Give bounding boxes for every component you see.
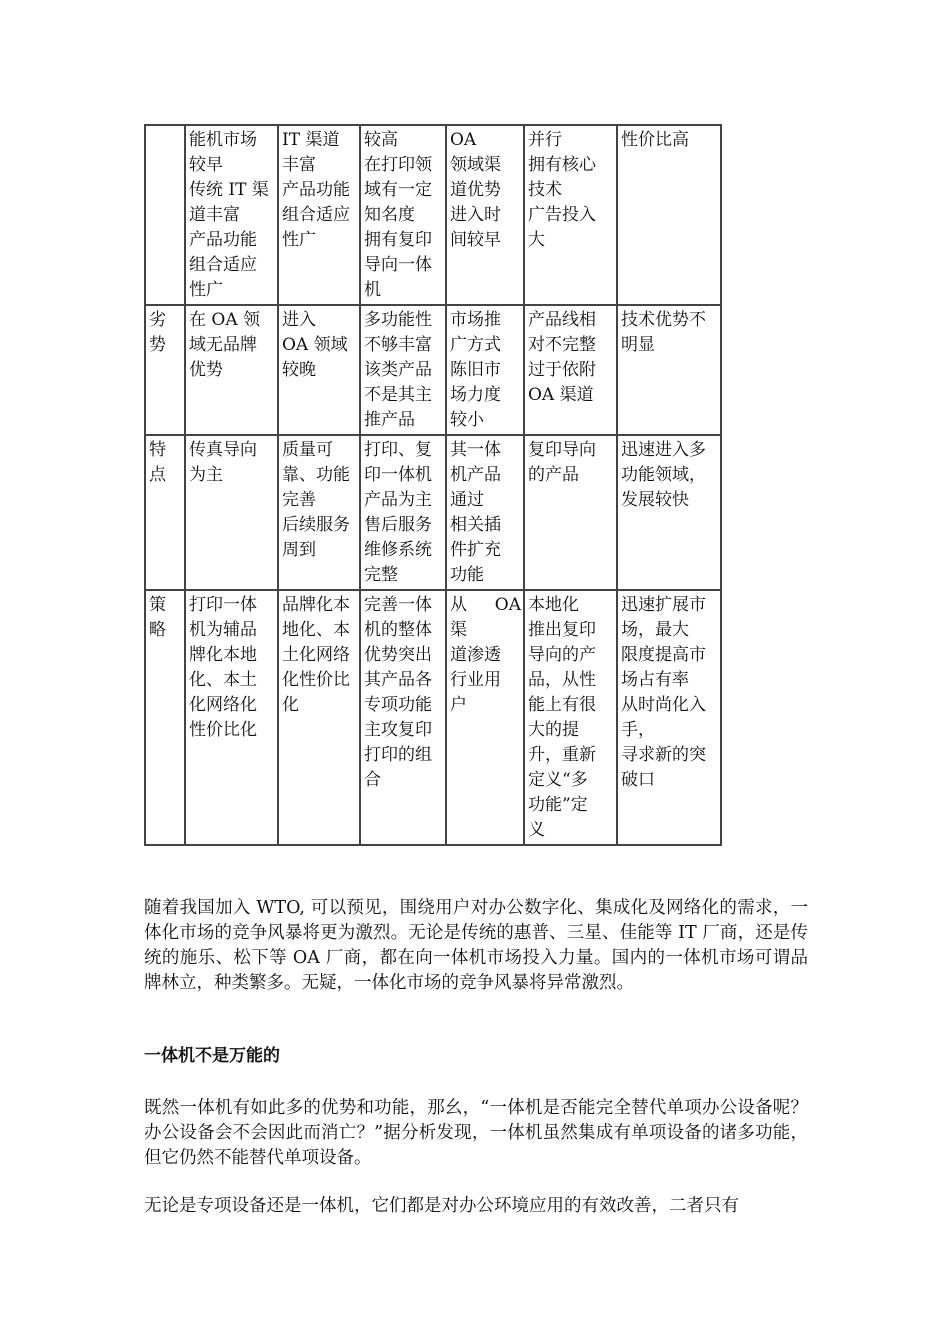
cell-line: 领域渠 [450,155,501,175]
cell-line: 能上有很 [528,695,596,715]
cell-line: 在打印领 [364,155,432,175]
cell-line: 升，重新 [528,745,596,765]
table-cell [185,435,278,590]
cell-line: 较小 [450,410,484,430]
cell-line: 化 [282,695,299,715]
table-cell [278,125,360,305]
cell-line: 道优势 [450,180,501,200]
table-cell [278,590,360,845]
cell-line: 户 [450,695,467,715]
cell-line: 从 OA 渠 [450,595,527,640]
cell-line: 传统 IT 渠 [189,180,269,200]
cell-line: 组合适应 [189,255,257,275]
cell-line: 周到 [282,540,316,560]
cell-line: 间较早 [450,230,501,250]
cell-line: 通过 [450,490,484,510]
cell-line: 限度提高市 [621,645,706,665]
body-paragraph-not-replace: 既然一体机有如此多的优势和功能，那幺，“一体机是否能完全替代单项办公设备呢？办公设备会不会因此而消亡？”据分析发现，一体机虽然集成有单项设备的诸多功能，但它仍然不能替代单项设备。 [144,1098,808,1168]
cell-line: 性价比高 [621,130,689,150]
cell-line: 传真导向 [189,440,257,460]
cell-line: 进入 [282,310,316,330]
cell-line: 场占有率 [621,670,689,690]
table-cell [360,435,446,590]
cell-line: 其产品各 [364,670,432,690]
cell-line: 导向的产 [528,645,596,665]
cell-line: 化、本土 [189,670,257,690]
cell-line: 主攻复印 [364,720,432,740]
cell-line: OA 渠道 [528,385,594,405]
cell-line: 相关插 [450,515,501,535]
cell-line: 广告投入 [528,205,596,225]
cell-line: 打印一体 [189,595,257,615]
cell-line: 其一体 [450,440,501,460]
cell-line: 较早 [189,155,223,175]
section-heading: 一体机不是万能的 [144,1046,280,1066]
table-cell [360,125,446,305]
cell-line: 多功能性 [364,310,432,330]
cell-line: 破口 [621,770,655,790]
cell-line: 印一体机 [364,465,432,485]
cell-line: 复印导向 [528,440,596,460]
cell-line: 寻求新的突 [621,745,706,765]
table-cell [617,435,721,590]
cell-line: 功能 [450,565,484,585]
cell-line: 机产品 [450,465,501,485]
cell-line: 导向一体 [364,255,432,275]
cell-line: 产品功能 [189,230,257,250]
cell-line: 域无品牌 [189,335,257,355]
table-cell [524,435,617,590]
cell-line: 维修系统 [364,540,432,560]
table-cell [524,125,617,305]
cell-line: 大的提 [528,720,579,740]
table-cell [446,305,524,435]
row-label-cell [145,125,185,305]
table-cell [446,125,524,305]
cell-line: 技术 [528,180,562,200]
cell-line: 知名度 [364,205,415,225]
table-cell [617,590,721,845]
cell-line: 道丰富 [189,205,240,225]
cell-line: 后续服务 [282,515,350,535]
cell-line: 完整 [364,565,398,585]
table-cell [446,590,527,845]
body-paragraph-special-devices: 无论是专项设备还是一体机，它们都是对办公环境应用的有效改善，二者只有 [144,1196,739,1216]
cell-line: 推产品 [364,410,415,430]
cell-line: 件扩充 [450,540,501,560]
cell-line: 推出复印 [528,620,596,640]
cell-line: 并行 [528,130,562,150]
cell-line: 较晚 [282,360,316,380]
cell-line: 产品线相 [528,310,596,330]
cell-line: 质量可 [282,440,333,460]
cell-line: 迅速进入多 [621,440,706,460]
cell-line: 拥有核心 [528,155,596,175]
table-row [145,125,721,305]
cell-line: OA [450,130,477,150]
cell-line: 功能领域， [621,465,706,485]
table-cell [360,590,446,845]
cell-line: 性价比化 [189,720,257,740]
cell-line: 迅速扩展市 [621,595,706,615]
table-cell [446,435,524,590]
cell-line: 过于依附 [528,360,596,380]
cell-line: 机为辅品 [189,620,257,640]
cell-line: 场力度 [450,385,501,405]
cell-line: 牌化本地 [189,645,257,665]
cell-line: 本地化 [528,595,579,615]
cell-line: IT 渠道 [282,130,340,150]
table-cell [185,305,278,435]
table-cell [185,125,278,305]
row-label: 特点 [149,440,166,485]
row-label: 策略 [149,595,166,640]
cell-line: 进入时 [450,205,501,225]
table-cell [524,305,617,435]
cell-line: 组合适应 [282,205,350,225]
cell-line: 技术优势不 [621,310,706,330]
cell-line: 功能”定 [528,795,588,815]
cell-line: 地化、本 [282,620,350,640]
comparison-table [144,124,722,846]
cell-line: 域有一定 [364,180,432,200]
table-cell [360,305,446,435]
cell-line: 发展较快 [621,490,689,510]
cell-line: 不是其主 [364,385,432,405]
cell-line: 大 [528,230,545,250]
cell-line: 优势 [189,360,223,380]
cell-line: 性广 [282,230,316,250]
cell-line: 丰富 [282,155,316,175]
cell-line: 不够丰富 [364,335,432,355]
cell-line: 产品功能 [282,180,350,200]
cell-line: 的产品 [528,465,579,485]
table-row [145,305,721,435]
cell-line: 性广 [189,280,223,300]
cell-line: 靠、功能 [282,465,350,485]
cell-line: 完善 [282,490,316,510]
table-cell [524,590,617,845]
table-row [145,590,721,845]
cell-line: 打印的组 [364,745,432,765]
cell-line: 道渗透 [450,645,501,665]
row-label-cell [145,305,185,435]
cell-line: 机 [364,280,381,300]
cell-line: 行业用 [450,670,501,690]
cell-line: 陈旧市 [450,360,501,380]
table-cell [278,305,360,435]
cell-line: 机的整体 [364,620,432,640]
table-cell [617,125,721,305]
cell-line: 较高 [364,130,398,150]
table-row [145,435,721,590]
row-label-cell [145,435,185,590]
table-cell [185,590,278,845]
cell-line: 合 [364,770,381,790]
cell-line: 化网络化 [189,695,257,715]
cell-line: 在 OA 领 [189,310,261,330]
cell-line: 明显 [621,335,655,355]
cell-line: 土化网络 [282,645,350,665]
row-label-cell [145,590,185,845]
cell-line: 优势突出 [364,645,432,665]
cell-line: 为主 [189,465,223,485]
cell-line: 从时尚化入 [621,695,706,715]
cell-line: 品牌化本 [282,595,350,615]
cell-line: 广方式 [450,335,501,355]
row-label: 劣势 [149,310,166,355]
cell-line: 专项功能 [364,695,432,715]
body-paragraph-wto: 随着我国加入 WTO, 可以预见，围绕用户对办公数字化、集成化及网络化的需求，一体化市场的竞争风暴将更为激烈。无论是传统的惠普、三星、佳能等 IT 厂商，还是传统的施乐、松下等 OA 厂商，都在向一体机市场投入力量。国内的一体机市场可谓品牌林立，种类繁多。无疑，一体化市场的竞争风暴将异常激烈。 [144,898,808,993]
cell-line: 售后服务 [364,515,432,535]
cell-line: 能机市场 [189,130,257,150]
comparison-table-body [145,125,721,845]
cell-line: 化性价比 [282,670,350,690]
cell-line: 品，从性 [528,670,596,690]
cell-line: 对不完整 [528,335,596,355]
cell-line: 义 [528,820,545,840]
cell-line: 拥有复印 [364,230,432,250]
cell-line: 定义“多 [528,770,588,790]
cell-line: 打印、复 [364,440,432,460]
cell-line: 完善一体 [364,595,432,615]
cell-line: 该类产品 [364,360,432,380]
cell-line: OA 领域 [282,335,348,355]
cell-line: 产品为主 [364,490,432,510]
cell-line: 场，最大 [621,620,689,640]
cell-line: 手， [621,720,655,740]
cell-line: 市场推 [450,310,501,330]
table-cell [617,305,721,435]
table-cell [278,435,360,590]
